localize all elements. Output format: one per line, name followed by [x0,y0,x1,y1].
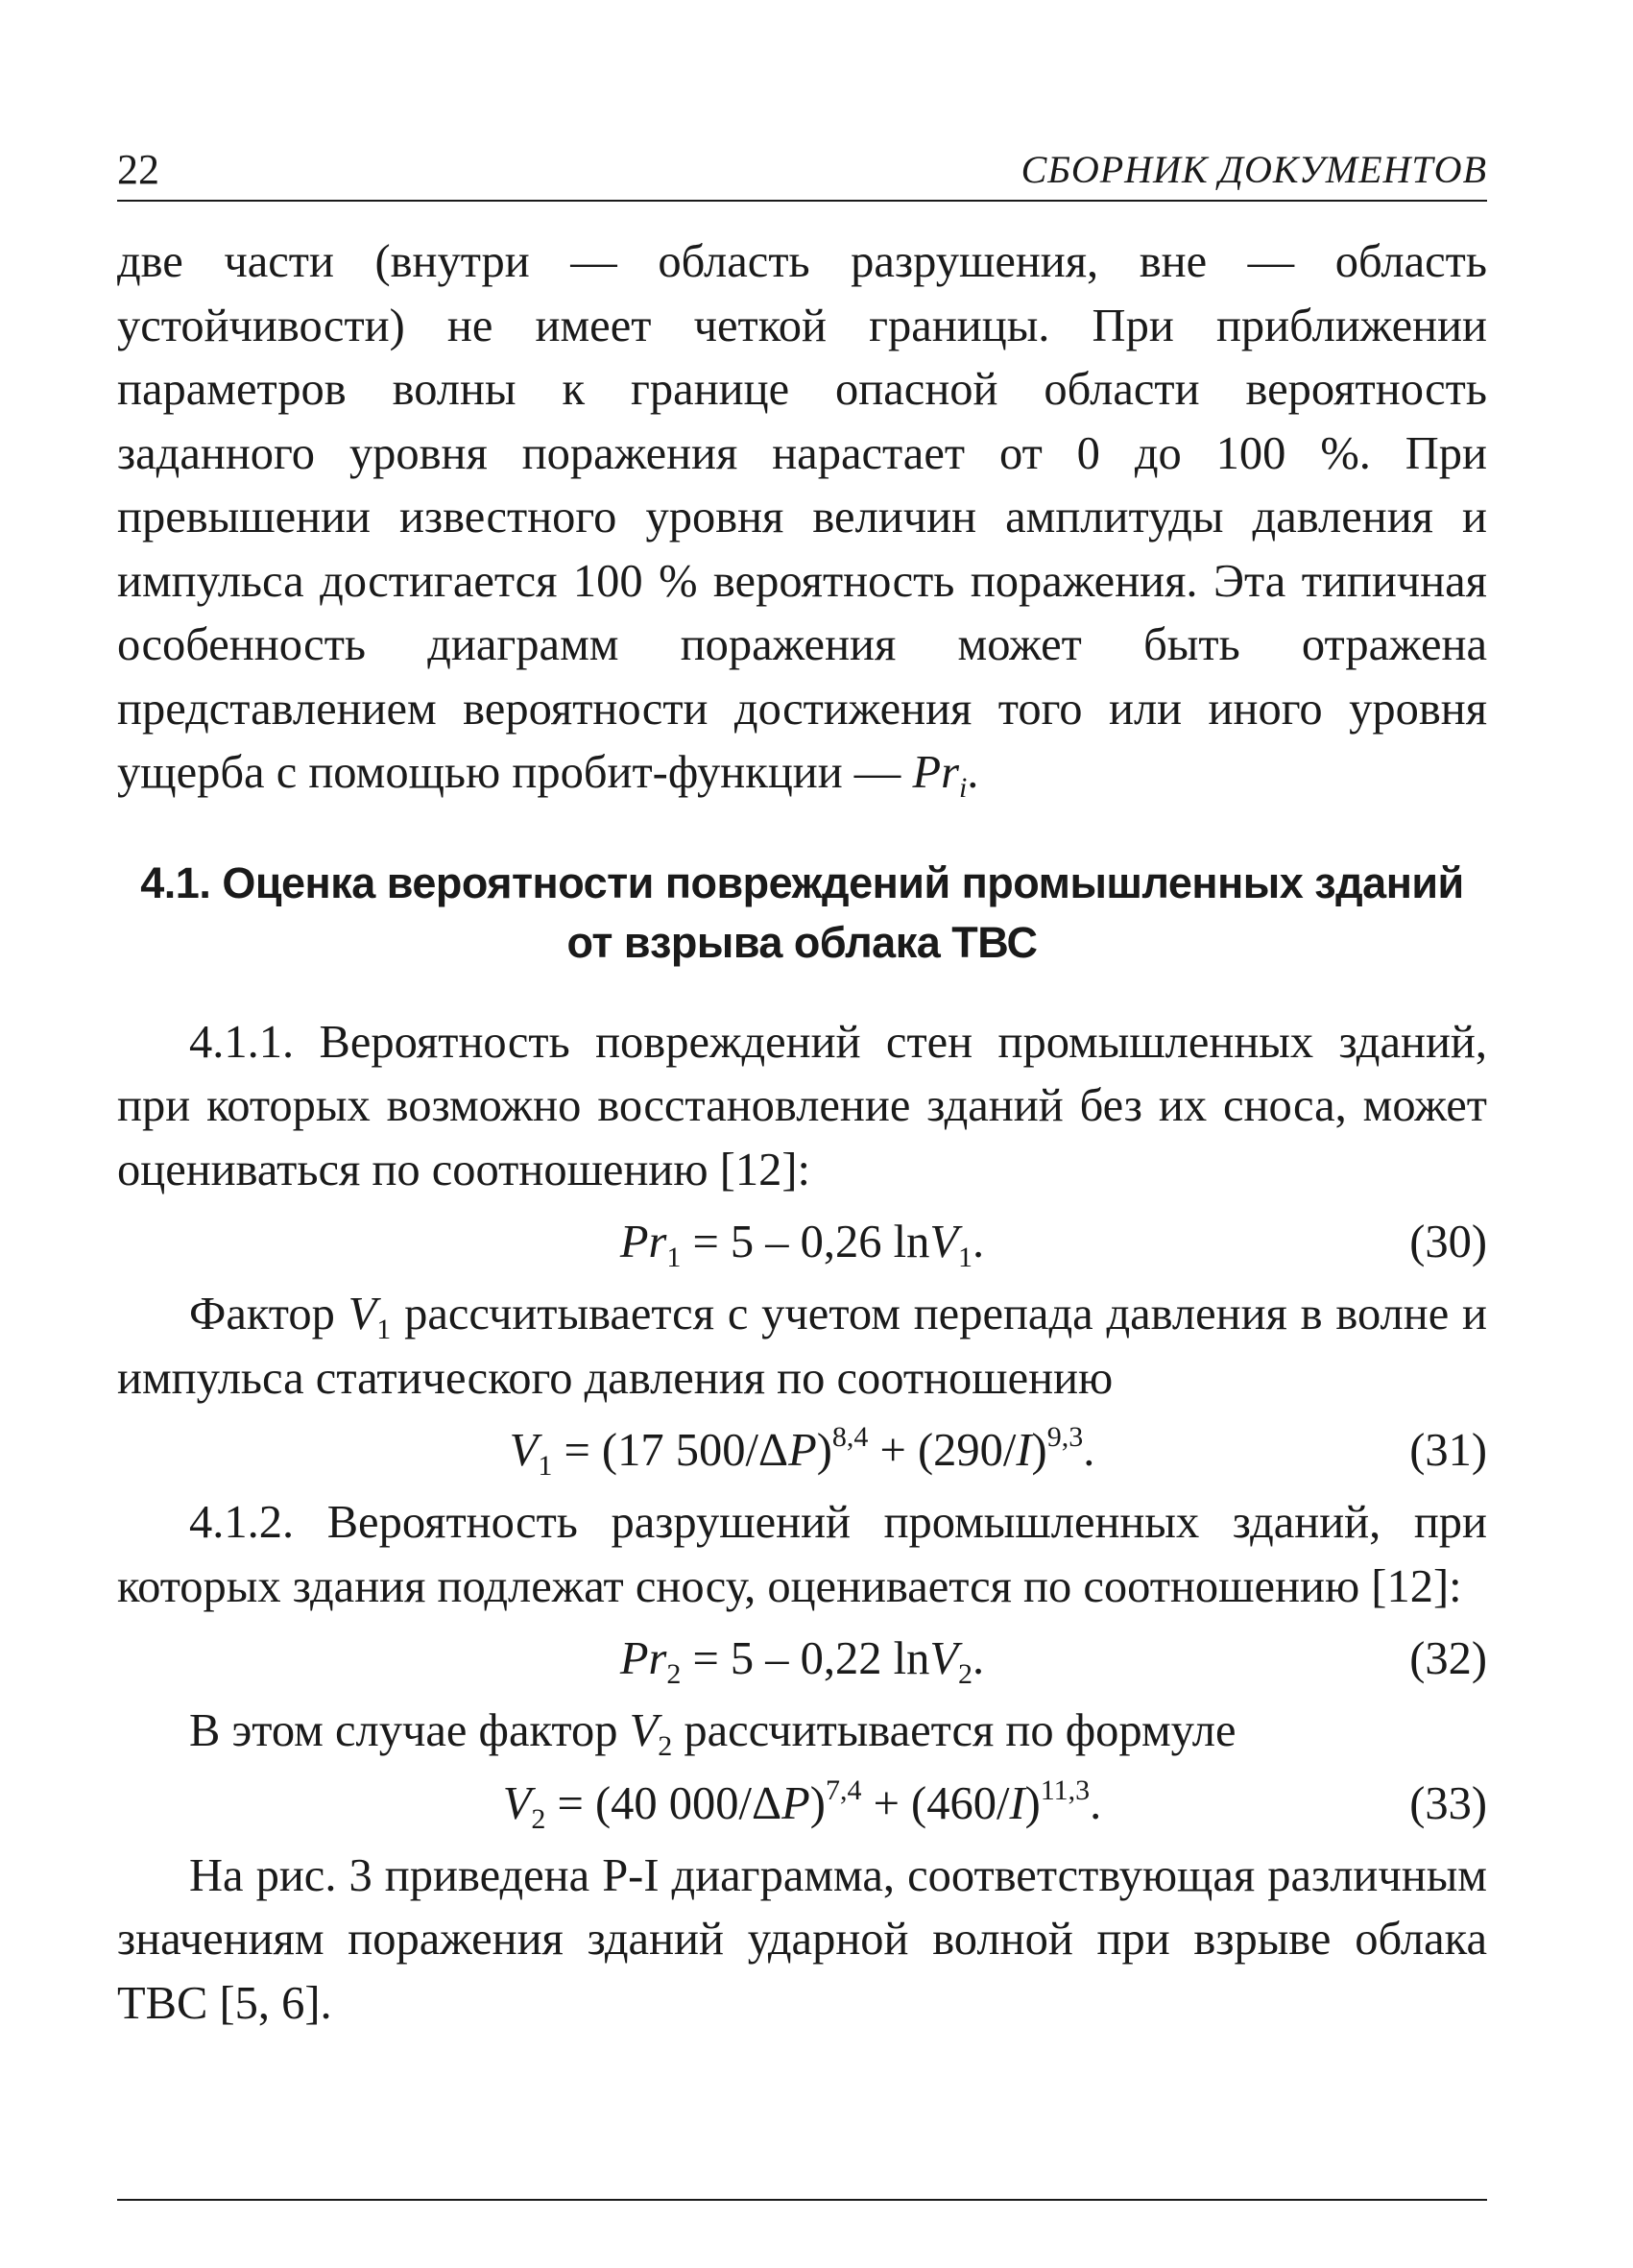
formula-30 [117,1202,1487,1283]
closing-paragraph: На рис. 3 приведена Р-I диаграмма, соответствующая различным значениям поражения зданий ударной волной при взрыве облака ТВС [5, 6]. [117,1849,1487,2029]
section-heading [117,854,1487,973]
formula-32-number: (32) [1409,1633,1487,1684]
formula-32-body: $Pr_2 = 5 - 0,22$ lnV$_2$. [619,1633,985,1690]
section-heading-line-2: от взрыва облака ТВС [566,917,1038,967]
formula-33-body: $V_2 = (40$ $000/\Delta P)^{7,4} + (460/I)^{11,3}$. [502,1773,1102,1835]
probit-var-index: i [958,772,968,804]
probit-var-name: Pr [912,747,959,798]
formula-33 [117,1764,1487,1845]
formula-31-number: (31) [1409,1425,1487,1476]
formula-30-body: $Pr_1 = 5 - 0,26$ lnV$_1$. [619,1217,985,1273]
formula-30-number: (30) [1409,1217,1487,1267]
section-heading-line-1: 4.1. Оценка вероятности повреждений промышленных зданий [140,857,1464,907]
page-number: 22 [117,146,159,193]
paragraph-4-1-2: 4.1.2. Вероятность разрушений промышленных зданий, при которых здания подлежат сносу, оценивается по соотношению [12]: [117,1497,1487,1612]
paragraph-4-1-1: 4.1.1. Вероятность повреждений стен промышленных зданий, при которых возможно восстановление зданий без их сноса, может оцениваться по соотношению [12]: [117,1016,1487,1195]
running-title: СБОРНИК ДОКУМЕНТОВ [1021,148,1487,191]
footer-rule [117,2199,1487,2201]
formula-31-body: $V_1 = (17$ $500/\Delta P)^{8,4} + (290/I)^{9,3}$. [509,1421,1095,1482]
header-rule [117,200,1487,202]
intro-text: две части (внутри — область разрушения, вне — область устойчивости) не имеет четкой границы. При приближении параметров волны к границе опасной области вероятность заданного уровня поражения нарастает от 0 до 100 %. При превышении известного уровня величин амплитуды давления и импульса достигается 100 % вероятность поражения. Эта типичная особенность диаграмм поражения может быть отражена представлением вероятности достижения того или иного уровня ущерба с помощью пробит-функции — [117,236,1487,798]
formula-32 [117,1619,1487,1700]
paragraph-factor-v1: Фактор $V_1$ рассчитывается с учетом перепада давления в волне и импульса статического давления по соотношению [117,1289,1488,1404]
intro-paragraph [117,230,1487,806]
formula-31 [117,1411,1487,1491]
probit-var-punct: . [967,747,979,798]
page-content [117,230,1487,2036]
formula-33-number: (33) [1409,1777,1487,1829]
paragraph-factor-v2: В этом случае фактор $V_2$ рассчитывается по формуле [189,1705,1237,1762]
probit-variable [912,747,979,804]
